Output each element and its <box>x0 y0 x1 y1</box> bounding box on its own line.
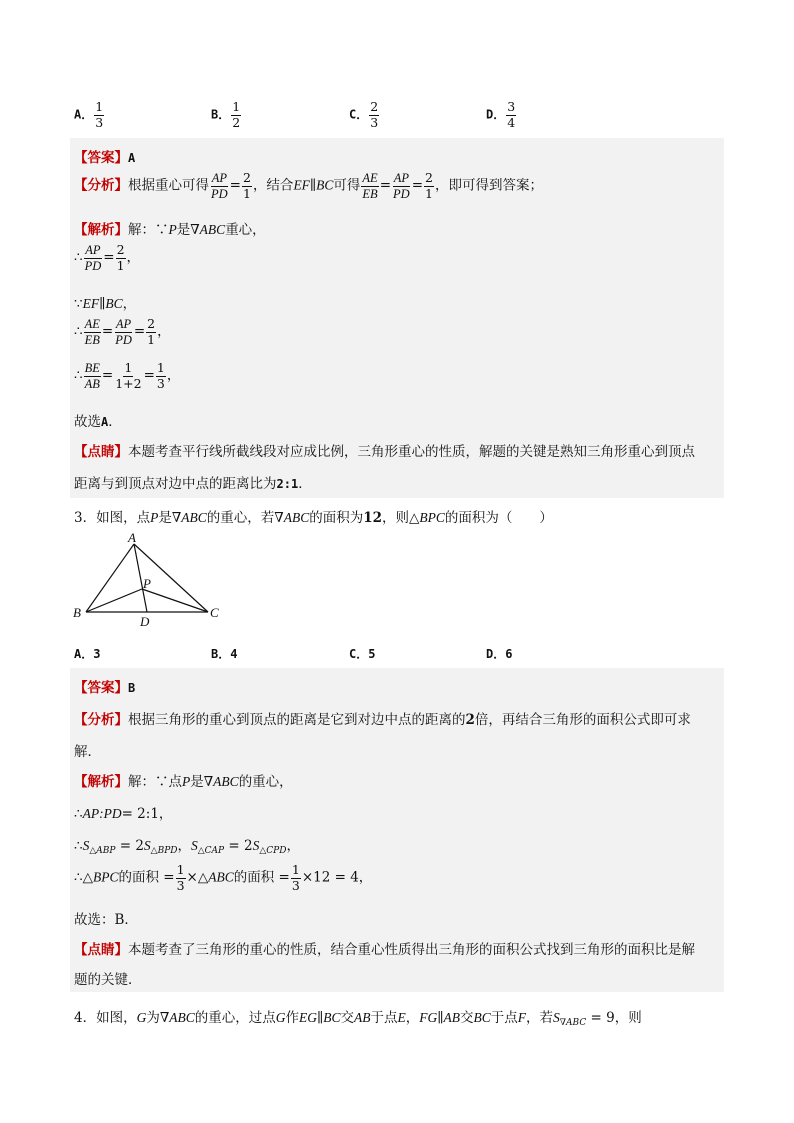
label-b: B <box>73 605 81 620</box>
q3-solution-l5: 故选：B． <box>74 912 138 928</box>
q3-option-a: A．3 <box>74 647 101 661</box>
q2-solution-l1: 【解析】解：∵P是∇ABC重心， <box>74 222 266 238</box>
label-p: P <box>143 576 151 591</box>
q3-option-d: D．6 <box>486 647 513 661</box>
q3-analysis-l2: 解． <box>74 744 101 760</box>
label-a: A <box>128 530 136 545</box>
q3-solution-l1: 【解析】解：∵点P是∇ABC的重心， <box>74 774 293 790</box>
q2-analysis: 【分析】根据重心可得 $\frac{AP}{PD}$ = $\frac{2}{1}$ ，结合EF∥BC可得 $\frac{AE}{EB}$ = $\frac{AP}{PD}$ = $\frac{2}{1}$ ，即可得到答案； <box>74 170 543 201</box>
option-d: D． $\frac{3}{4}$ <box>486 99 516 130</box>
q3-comment-l1: 【点睛】本题考查了三角形的重心的性质，结合重心性质得出三角形的面积公式找到三角形的面积比是解 <box>74 942 695 958</box>
triangle-figure <box>70 530 230 630</box>
segment-pc <box>142 589 208 612</box>
label-d: D <box>140 614 150 629</box>
q2-solution-l5: ∴ $\frac{BE}{AB}$ = $\frac{1}{1+2}$ = $\frac{1}{3}$ ， <box>74 360 181 391</box>
option-a: A． $\frac{1}{3}$ <box>74 99 104 130</box>
q3-stem: 3．如图，点P是∇ABC的重心，若∇ABC的面积为12，则△BPC的面积为（ ） <box>74 510 553 526</box>
q3-solution-l4: ∴△BPC的面积 = $\frac{1}{3}$ ×△ABC的面积 = $\frac{1}{3}$ ×12 = 4， <box>74 862 373 893</box>
q3-analysis-l1: 【分析】根据三角形的重心到顶点的距离是它到对边中点的距离的2倍，再结合三角形的面积公式即可求 <box>74 712 691 728</box>
q3-answer: 【答案】B <box>74 680 136 696</box>
q4-stem: 4．如图，G为∇ABC的重心，过点G作EG∥BC交AB于点E，FG∥AB交BC于点F，若$S_{\nabla ABC} = 9$，则 <box>74 1010 642 1028</box>
q3-option-c: C．5 <box>349 647 376 661</box>
q3-solution-l2: ∴AP:PD= 2:1， <box>74 806 173 822</box>
q2-solution-l3: ∵EF∥BC， <box>74 296 137 312</box>
option-c: C． $\frac{2}{3}$ <box>349 99 379 130</box>
q2-solution-l4: ∴ $\frac{AE}{EB}$ = $\frac{AP}{PD}$ = $\frac{2}{1}$ ， <box>74 316 171 347</box>
q2-solution-l6: 故选A． <box>74 414 122 430</box>
q2-comment-l2: 距离与到顶点对边中点的距离比为2:1． <box>74 476 312 492</box>
q2-solution-l2: ∴ $\frac{AP}{PD}$ = $\frac{2}{1}$ ， <box>74 242 141 273</box>
q2-comment-l1: 【点睛】本题考查平行线所截线段对应成比例，三角形重心的性质，解题的关键是熟知三角形重心到顶点 <box>74 444 695 460</box>
label-c: C <box>210 605 219 620</box>
q2-answer: 【答案】A <box>74 150 136 166</box>
q3-option-b: B．4 <box>211 647 238 661</box>
option-b: B． $\frac{1}{2}$ <box>211 99 241 130</box>
q3-comment-l2: 题的关键． <box>74 972 142 988</box>
q3-solution-l3: $\therefore S_{\triangle ABP} = 2S_{\triangle BPD}$，$S_{\triangle CAP} = 2S_{\triangle CPD}$， <box>74 838 300 856</box>
